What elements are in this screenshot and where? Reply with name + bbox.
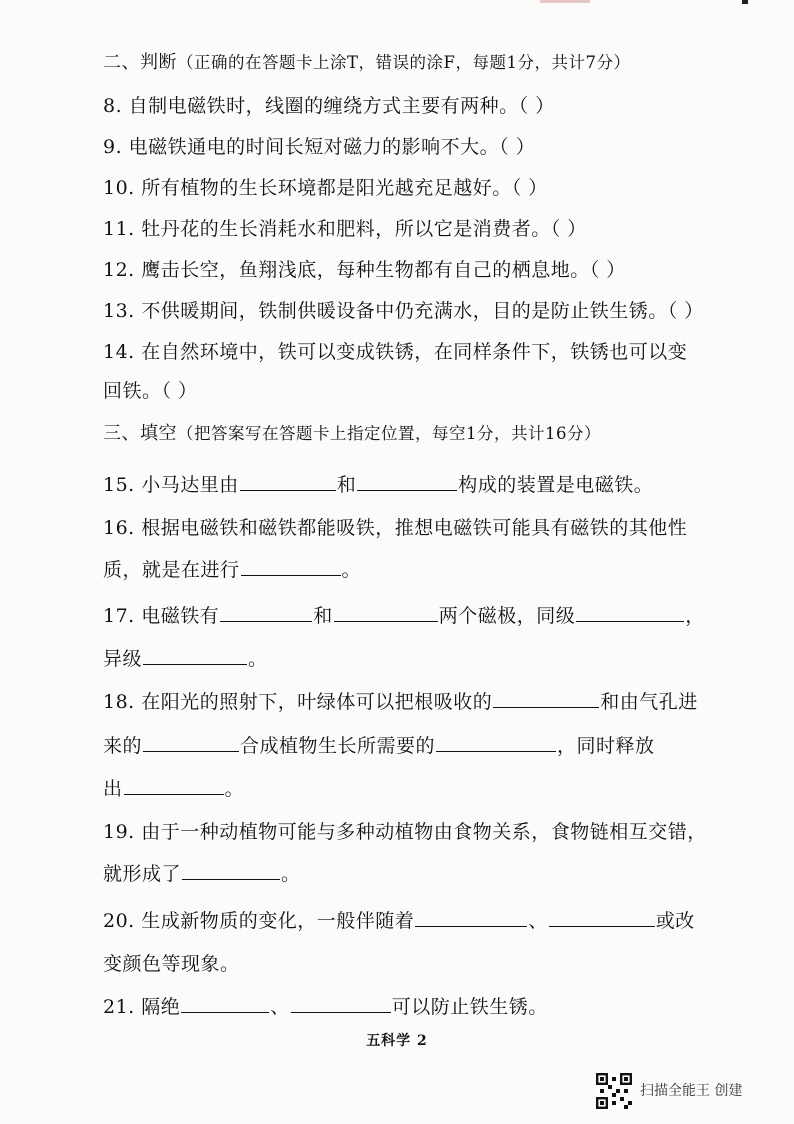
- question-12: 12. 鹰击长空，鱼翔浅底，每种生物都有自己的栖息地。（ ）: [103, 259, 626, 281]
- q17-text-b: 和: [313, 605, 333, 627]
- question-15: [103, 472, 653, 498]
- question-13: 13. 不供暖期间，铁制供暖设备中仍充满水，目的是防止铁生锈。（ ）: [103, 300, 704, 322]
- q21-text-b: 、: [270, 996, 290, 1018]
- question-17-cont: [103, 646, 268, 672]
- section-judge-note: （正确的在答题卡上涂T，错误的涂F，每题1分，共计7分）: [177, 53, 631, 72]
- q15-text-b: 和: [336, 474, 357, 496]
- answer-blank: [291, 994, 391, 1013]
- q19-text-a: 就形成了: [103, 863, 182, 885]
- question-10: 10. 所有植物的生长环境都是阳光越充足越好。（ ）: [103, 177, 548, 199]
- answer-blank: [357, 472, 457, 491]
- scanner-watermark: 扫描全能王 创建: [640, 1083, 743, 1099]
- q18-text-d: 合成植物生长所需要的: [240, 735, 436, 757]
- answer-blank: [143, 646, 247, 665]
- scan-mark: [742, 0, 748, 4]
- question-16-cont: [103, 557, 361, 583]
- section-judge-title: 二、判断: [103, 52, 177, 73]
- question-20-cont: 变颜色等现象。: [103, 953, 240, 975]
- answer-blank: [493, 689, 599, 708]
- q17-text-a: 17. 电磁铁有: [103, 605, 220, 627]
- question-19: 19. 由于一种动植物可能与多种动植物由食物关系，食物链相互交错，: [103, 821, 707, 843]
- section-judge-heading: [103, 50, 630, 76]
- q18-text-g: 。: [224, 778, 245, 800]
- answer-blank: [182, 861, 280, 880]
- q15-text-c: 构成的装置是电磁铁。: [458, 474, 654, 496]
- question-20: [103, 908, 695, 934]
- q18-text-c: 来的: [103, 735, 143, 757]
- q18-text-f: 出: [103, 778, 123, 800]
- q15-text-a: 15. 小马达里由: [103, 474, 239, 496]
- qr-code-icon: [596, 1073, 632, 1109]
- q20-text-c: 或改: [655, 910, 695, 932]
- q17-text-f: 。: [248, 648, 268, 670]
- question-19-cont: [103, 861, 301, 887]
- q20-text-a: 20. 生成新物质的变化，一般伴随着: [103, 910, 415, 932]
- section-fill-note: （把答案写在答题卡上指定位置，每空1分，共计16分）: [177, 424, 601, 443]
- page-number-label: 五科学 2: [366, 1033, 428, 1049]
- section-fill-title: 三、填空: [103, 423, 177, 444]
- question-21: [103, 994, 548, 1020]
- q21-text-c: 可以防止铁生锈。: [391, 996, 548, 1018]
- question-17: [103, 603, 705, 629]
- q17-text-e: 异级: [103, 648, 143, 670]
- q19-text-b: 。: [281, 863, 301, 885]
- question-16: 16. 根据电磁铁和磁铁都能吸铁，推想电磁铁可能具有磁铁的其他性: [103, 517, 688, 539]
- answer-blank: [181, 994, 269, 1013]
- answer-blank: [143, 733, 239, 752]
- q20-text-b: 、: [528, 910, 548, 932]
- q17-text-c: 两个磁极，同级: [438, 605, 576, 627]
- question-18-cont: [103, 733, 655, 759]
- q18-text-b: 和由气孔进: [600, 691, 698, 713]
- q21-text-a: 21. 隔绝: [103, 996, 181, 1018]
- scan-smudge: [540, 0, 590, 3]
- q16-text-b: 。: [341, 559, 362, 581]
- answer-blank: [240, 472, 336, 491]
- q16-text-a: 质，就是在进行: [103, 559, 240, 581]
- question-14-cont: 回铁。（ ）: [103, 380, 198, 402]
- question-9: 9. 电磁铁通电的时间长短对磁力的影响不大。（ ）: [103, 136, 536, 158]
- answer-blank: [334, 603, 438, 622]
- answer-blank: [436, 733, 556, 752]
- answer-blank: [549, 908, 655, 927]
- answer-blank: [576, 603, 684, 622]
- section-fill-heading: [103, 421, 601, 447]
- answer-blank: [415, 908, 527, 927]
- question-11: 11. 牡丹花的生长消耗水和肥料，所以它是消费者。（ ）: [103, 218, 587, 240]
- q18-text-a: 18. 在阳光的照射下，叶绿体可以把根吸收的: [103, 691, 493, 713]
- q17-text-d: ，: [685, 605, 705, 627]
- question-18-cont2: [103, 776, 244, 802]
- q18-text-e: ，同时释放: [557, 735, 655, 757]
- question-14: 14. 在自然环境中，铁可以变成铁锈，在同样条件下，铁锈也可以变: [103, 341, 688, 363]
- question-8: 8. 自制电磁铁时，线圈的缠绕方式主要有两种。（ ）: [103, 95, 555, 117]
- answer-blank: [241, 557, 341, 576]
- answer-blank: [220, 603, 312, 622]
- question-18: [103, 689, 698, 715]
- answer-blank: [124, 776, 224, 795]
